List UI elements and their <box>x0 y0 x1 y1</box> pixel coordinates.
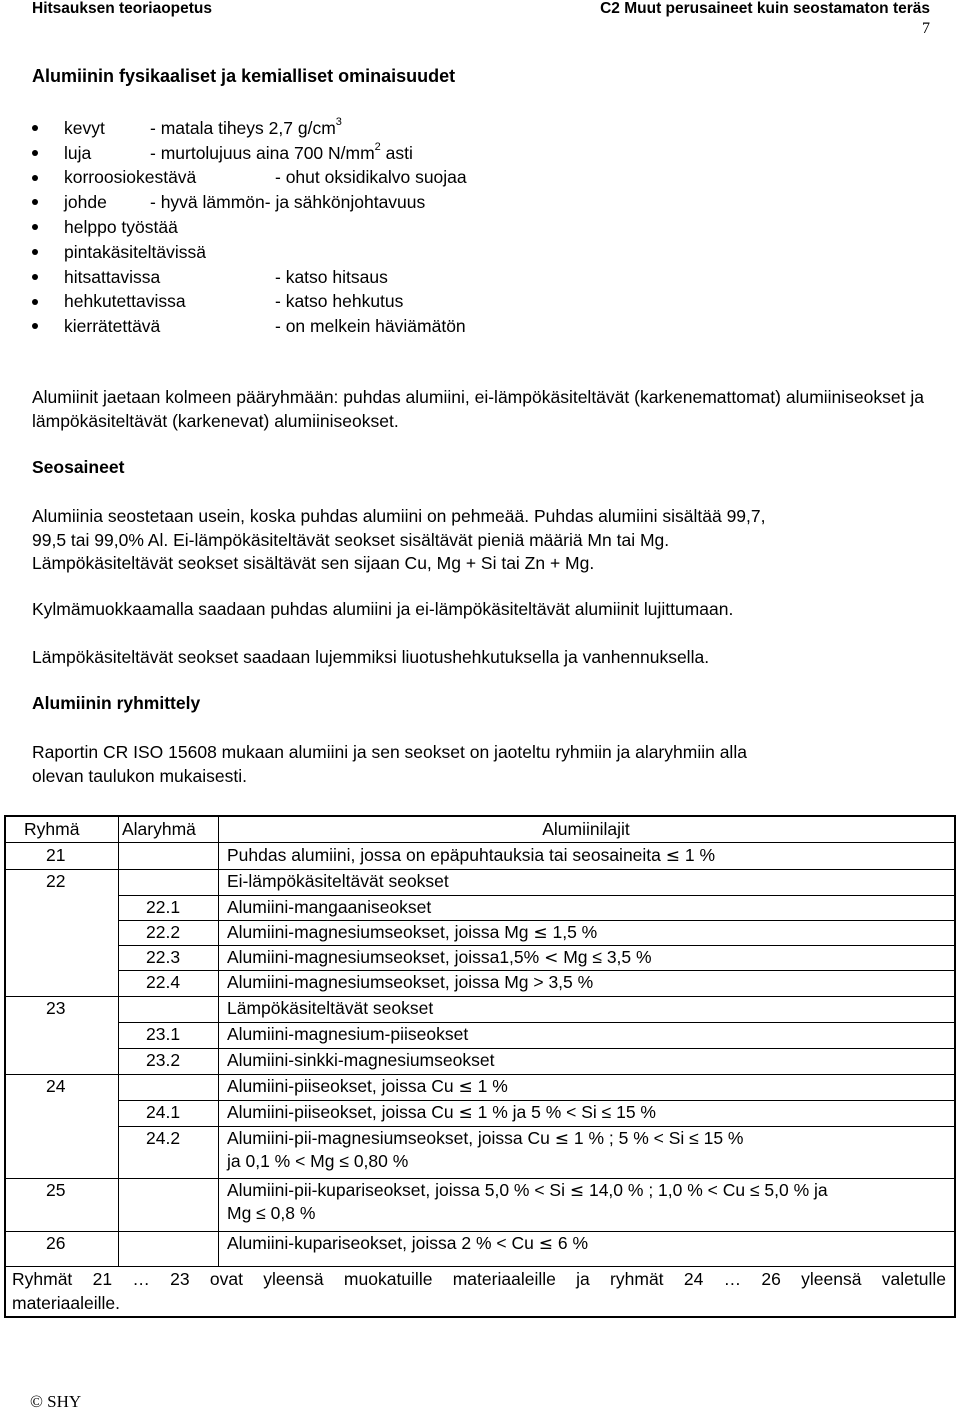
column-header-grades: Alumiinilajit <box>542 819 630 839</box>
table-cell-subgroup: 24.2 <box>146 1128 181 1148</box>
table-cell-grade <box>227 1233 588 1254</box>
bullet-description-text: - hyvä lämmön- ja sähkönjohtavuus <box>150 192 426 213</box>
bullet-superscript: 2 <box>374 140 381 153</box>
table-cell-group: 22 <box>46 871 66 891</box>
grade-text-continued: 1 % ; 5 % < Si ≤ 15 % <box>569 1128 744 1148</box>
table-cell-subgroup: 22.3 <box>146 947 181 967</box>
bullet-description-text: - murtolujuus aina 700 N/mm <box>150 142 375 163</box>
bullet-description <box>275 167 467 188</box>
properties-bullet-list <box>30 116 630 339</box>
table-cell-subgroup: 22.1 <box>146 897 181 917</box>
grade-text-continued: 6 % <box>552 1233 589 1253</box>
grade-text-continued: 14,0 % ; 1,0 % < Cu ≤ 5,0 % ja <box>584 1180 828 1200</box>
footnote-line-1: Ryhmät 21 … 23 ovat yleensä muokatuille materiaaleille ja ryhmät 24 … 26 yleensä valetulle <box>12 1269 946 1289</box>
bullet-item <box>30 215 630 240</box>
bullet-description <box>150 140 413 164</box>
bullet-description-text: - matala tiheys 2,7 g/cm <box>150 117 336 138</box>
grade-text-line-2: Mg ≤ 0,8 % <box>227 1203 316 1223</box>
bullet-term: korroosiokestävä <box>64 167 197 188</box>
table-cell-grade <box>227 947 652 968</box>
bullet-description-text: - on melkein häviämätön <box>275 316 466 337</box>
bullet-item <box>30 314 630 339</box>
alloying-line-3: Lämpökäsiteltävät seokset sisältävät sen sijaan Cu, Mg + Si tai Zn + Mg. <box>32 553 595 573</box>
grade-text-line-2: ja 0,1 % < Mg ≤ 0,80 % <box>227 1151 409 1171</box>
bullet-dot-icon <box>32 274 38 280</box>
grade-text: Ei-lämpökäsiteltävät seokset <box>227 871 449 891</box>
table-rule <box>118 1100 954 1101</box>
table-rule <box>6 996 954 997</box>
table-cell-subgroup: 22.2 <box>146 922 181 942</box>
bullet-description <box>275 291 403 312</box>
alloying-line-2: 99,5 tai 99,0% Al. Ei-lämpökäsiteltävät seokset sisältävät pieniä määriä Mn tai Mg. <box>32 529 670 550</box>
grade-text: Alumiini-mangaaniseokset <box>227 897 432 917</box>
table-cell-grade <box>227 845 715 866</box>
copyright-notice: © SHY <box>30 1392 82 1411</box>
comparison-symbol: ≤ <box>665 846 681 866</box>
table-rule <box>6 1231 954 1232</box>
grade-text: Alumiini-magnesiumseokset, joissa Mg > 3,5 % <box>227 972 594 992</box>
grade-text: Puhdas alumiini, jossa on epäpuhtauksia tai seosaineita <box>227 845 666 865</box>
bullet-dot-icon <box>32 323 38 329</box>
section-title-grouping: Alumiinin ryhmittely <box>32 693 201 713</box>
comparison-symbol: ≤ <box>569 1181 585 1201</box>
bullet-term: johde <box>64 192 107 213</box>
paragraph-main-groups: Alumiinit jaetaan kolmeen pääryhmään: puhdas alumiini, ei-lämpökäsiteltävät (karkenemattomat) alumiiniseokset ja lämpökäsiteltävät (karkenevat) alumiiniseokset. <box>32 387 924 431</box>
bullet-item <box>30 265 630 290</box>
table-cell-group: 25 <box>46 1180 66 1200</box>
comparison-symbol: ≤ <box>458 1077 473 1097</box>
grouping-line-2: olevan taulukon mukaisesti. <box>32 765 247 786</box>
grade-text: Alumiini-sinkki-magnesiumseokset <box>227 1050 495 1070</box>
section-title-properties: Alumiinin fysikaaliset ja kemialliset ominaisuudet <box>32 66 456 86</box>
grade-text-continued: 1 % ja 5 % < Si ≤ 15 % <box>472 1102 656 1122</box>
table-cell-subgroup: 23.1 <box>146 1024 181 1044</box>
table-rule <box>6 1074 954 1075</box>
bullet-dot-icon <box>32 175 38 181</box>
aluminium-group-table <box>4 815 956 1318</box>
table-rule <box>118 920 954 921</box>
bullet-description-text: - katso hitsaus <box>275 266 388 287</box>
bullet-item <box>30 290 630 315</box>
grade-text: Alumiini-magnesiumseokset, joissa Mg <box>227 922 534 942</box>
bullet-description <box>275 316 466 337</box>
bullet-item <box>30 166 630 191</box>
paragraph-grouping <box>32 741 932 788</box>
bullet-term: kevyt <box>64 117 105 138</box>
grade-text-continued: 1 % <box>472 1076 508 1096</box>
bullet-item <box>30 116 630 141</box>
bullet-description-text: - ohut oksidikalvo suojaa <box>275 167 467 188</box>
column-header-subgroup: Alaryhmä <box>122 819 196 839</box>
table-cell-grade <box>227 1180 828 1224</box>
grade-text: Alumiini-magnesiumseokset, joissa1,5% <box>227 947 545 967</box>
column-header-group: Ryhmä <box>24 819 80 839</box>
table-cell-subgroup: 23.2 <box>146 1050 181 1070</box>
comparison-symbol: ≤ <box>533 923 548 943</box>
bullet-description <box>150 192 425 213</box>
grade-text: Alumiini-kupariseokset, joissa 2 % < Cu <box>227 1233 539 1253</box>
bullet-superscript: 3 <box>335 116 342 129</box>
grade-text: Alumiini-pii-magnesiumseokset, joissa Cu <box>227 1128 555 1148</box>
paragraph-alloying <box>32 505 932 576</box>
paragraph-cold-working: Kylmämuokkaamalla saadaan puhdas alumiini ja ei-lämpökäsiteltävät alumiinit lujittumaan. <box>32 599 734 619</box>
bullet-term: hitsattavissa <box>64 266 161 287</box>
page-number: 7 <box>922 20 930 37</box>
table-rule <box>118 1048 954 1049</box>
bullet-description-text: - katso hehkutus <box>275 291 404 312</box>
table-cell-group: 26 <box>46 1233 66 1253</box>
bullet-dot-icon <box>32 249 38 255</box>
bullet-dot-icon <box>32 125 38 131</box>
table-rule <box>118 817 119 1266</box>
bullet-dot-icon <box>32 199 38 205</box>
table-rule <box>118 895 954 896</box>
table-cell-grade <box>227 897 431 918</box>
table-rule <box>6 1266 954 1267</box>
comparison-symbol: ≤ <box>458 1103 473 1123</box>
alloying-line-1: Alumiinia seostetaan usein, koska puhdas alumiini on pehmeää. Puhdas alumiini sisältää 99,7, <box>32 506 766 526</box>
section-title-alloying: Seosaineet <box>32 457 125 477</box>
table-cell-group: 23 <box>46 998 66 1018</box>
bullet-description <box>150 118 342 139</box>
grade-text: Alumiini-magnesium-piiseokset <box>227 1024 469 1044</box>
table-rule <box>6 869 954 870</box>
table-rule <box>118 1126 954 1127</box>
grade-text: Lämpökäsiteltävät seokset <box>227 998 434 1018</box>
table-rule <box>6 842 954 843</box>
grade-text-continued: 1 % <box>680 845 716 865</box>
grade-text: Alumiini-piiseokset, joissa Cu <box>227 1102 459 1122</box>
table-cell-grade <box>227 1076 508 1097</box>
table-cell-subgroup: 22.4 <box>146 972 181 992</box>
table-cell-grade <box>227 1102 656 1123</box>
bullet-term: kierrätettävä <box>64 316 161 337</box>
grade-text: Alumiini-pii-kupariseokset, joissa 5,0 % < Si <box>227 1180 570 1200</box>
table-cell-grade <box>227 1050 494 1071</box>
table-cell-grade <box>227 922 597 943</box>
grouping-line-1: Raportin CR ISO 15608 mukaan alumiini ja sen seokset on jaoteltu ryhmiin ja alaryhmiin alla <box>32 742 747 762</box>
bullet-term: pintakäsiteltävissä <box>64 241 207 262</box>
table-rule <box>218 817 219 1266</box>
bullet-item <box>30 141 630 166</box>
bullet-item <box>30 190 630 215</box>
grade-text: Alumiini-piiseokset, joissa Cu <box>227 1076 459 1096</box>
running-header-left: Hitsauksen teoriaopetus <box>32 0 213 17</box>
table-rule <box>118 970 954 971</box>
table-cell-group: 24 <box>46 1076 66 1096</box>
bullet-description-suffix: asti <box>380 142 413 163</box>
footnote-line-2: materiaaleille. <box>12 1292 120 1313</box>
bullet-dot-icon <box>32 224 38 230</box>
bullet-item <box>30 240 630 265</box>
table-cell-group: 21 <box>46 845 66 865</box>
bullet-dot-icon <box>32 150 38 156</box>
grade-text-continued: Mg ≤ 3,5 % <box>558 947 652 967</box>
paragraph-heat-treatment: Lämpökäsiteltävät seokset saadaan lujemmiksi liuotushehkutuksella ja vanhennuksella. <box>32 647 710 667</box>
comparison-symbol: ≤ <box>554 1129 570 1149</box>
table-footnote <box>12 1268 946 1315</box>
bullet-term: helppo työstää <box>64 217 178 238</box>
table-rule <box>6 1178 954 1179</box>
table-rule <box>118 1022 954 1023</box>
table-cell-grade <box>227 1128 744 1172</box>
table-cell-grade <box>227 871 449 892</box>
bullet-dot-icon <box>32 299 38 305</box>
bullet-term: hehkutettavissa <box>64 291 186 312</box>
table-cell-subgroup: 24.1 <box>146 1102 181 1122</box>
table-rule <box>118 945 954 946</box>
grade-text-continued: 1,5 % <box>547 922 598 942</box>
running-header-right: C2 Muut perusaineet kuin seostamaton teräs <box>600 0 930 17</box>
table-cell-grade <box>227 1024 468 1045</box>
comparison-symbol: < <box>544 948 559 968</box>
bullet-term: luja <box>64 142 92 163</box>
table-cell-grade <box>227 998 433 1019</box>
bullet-description <box>275 267 388 288</box>
table-cell-grade <box>227 972 593 993</box>
comparison-symbol: ≤ <box>538 1234 553 1254</box>
